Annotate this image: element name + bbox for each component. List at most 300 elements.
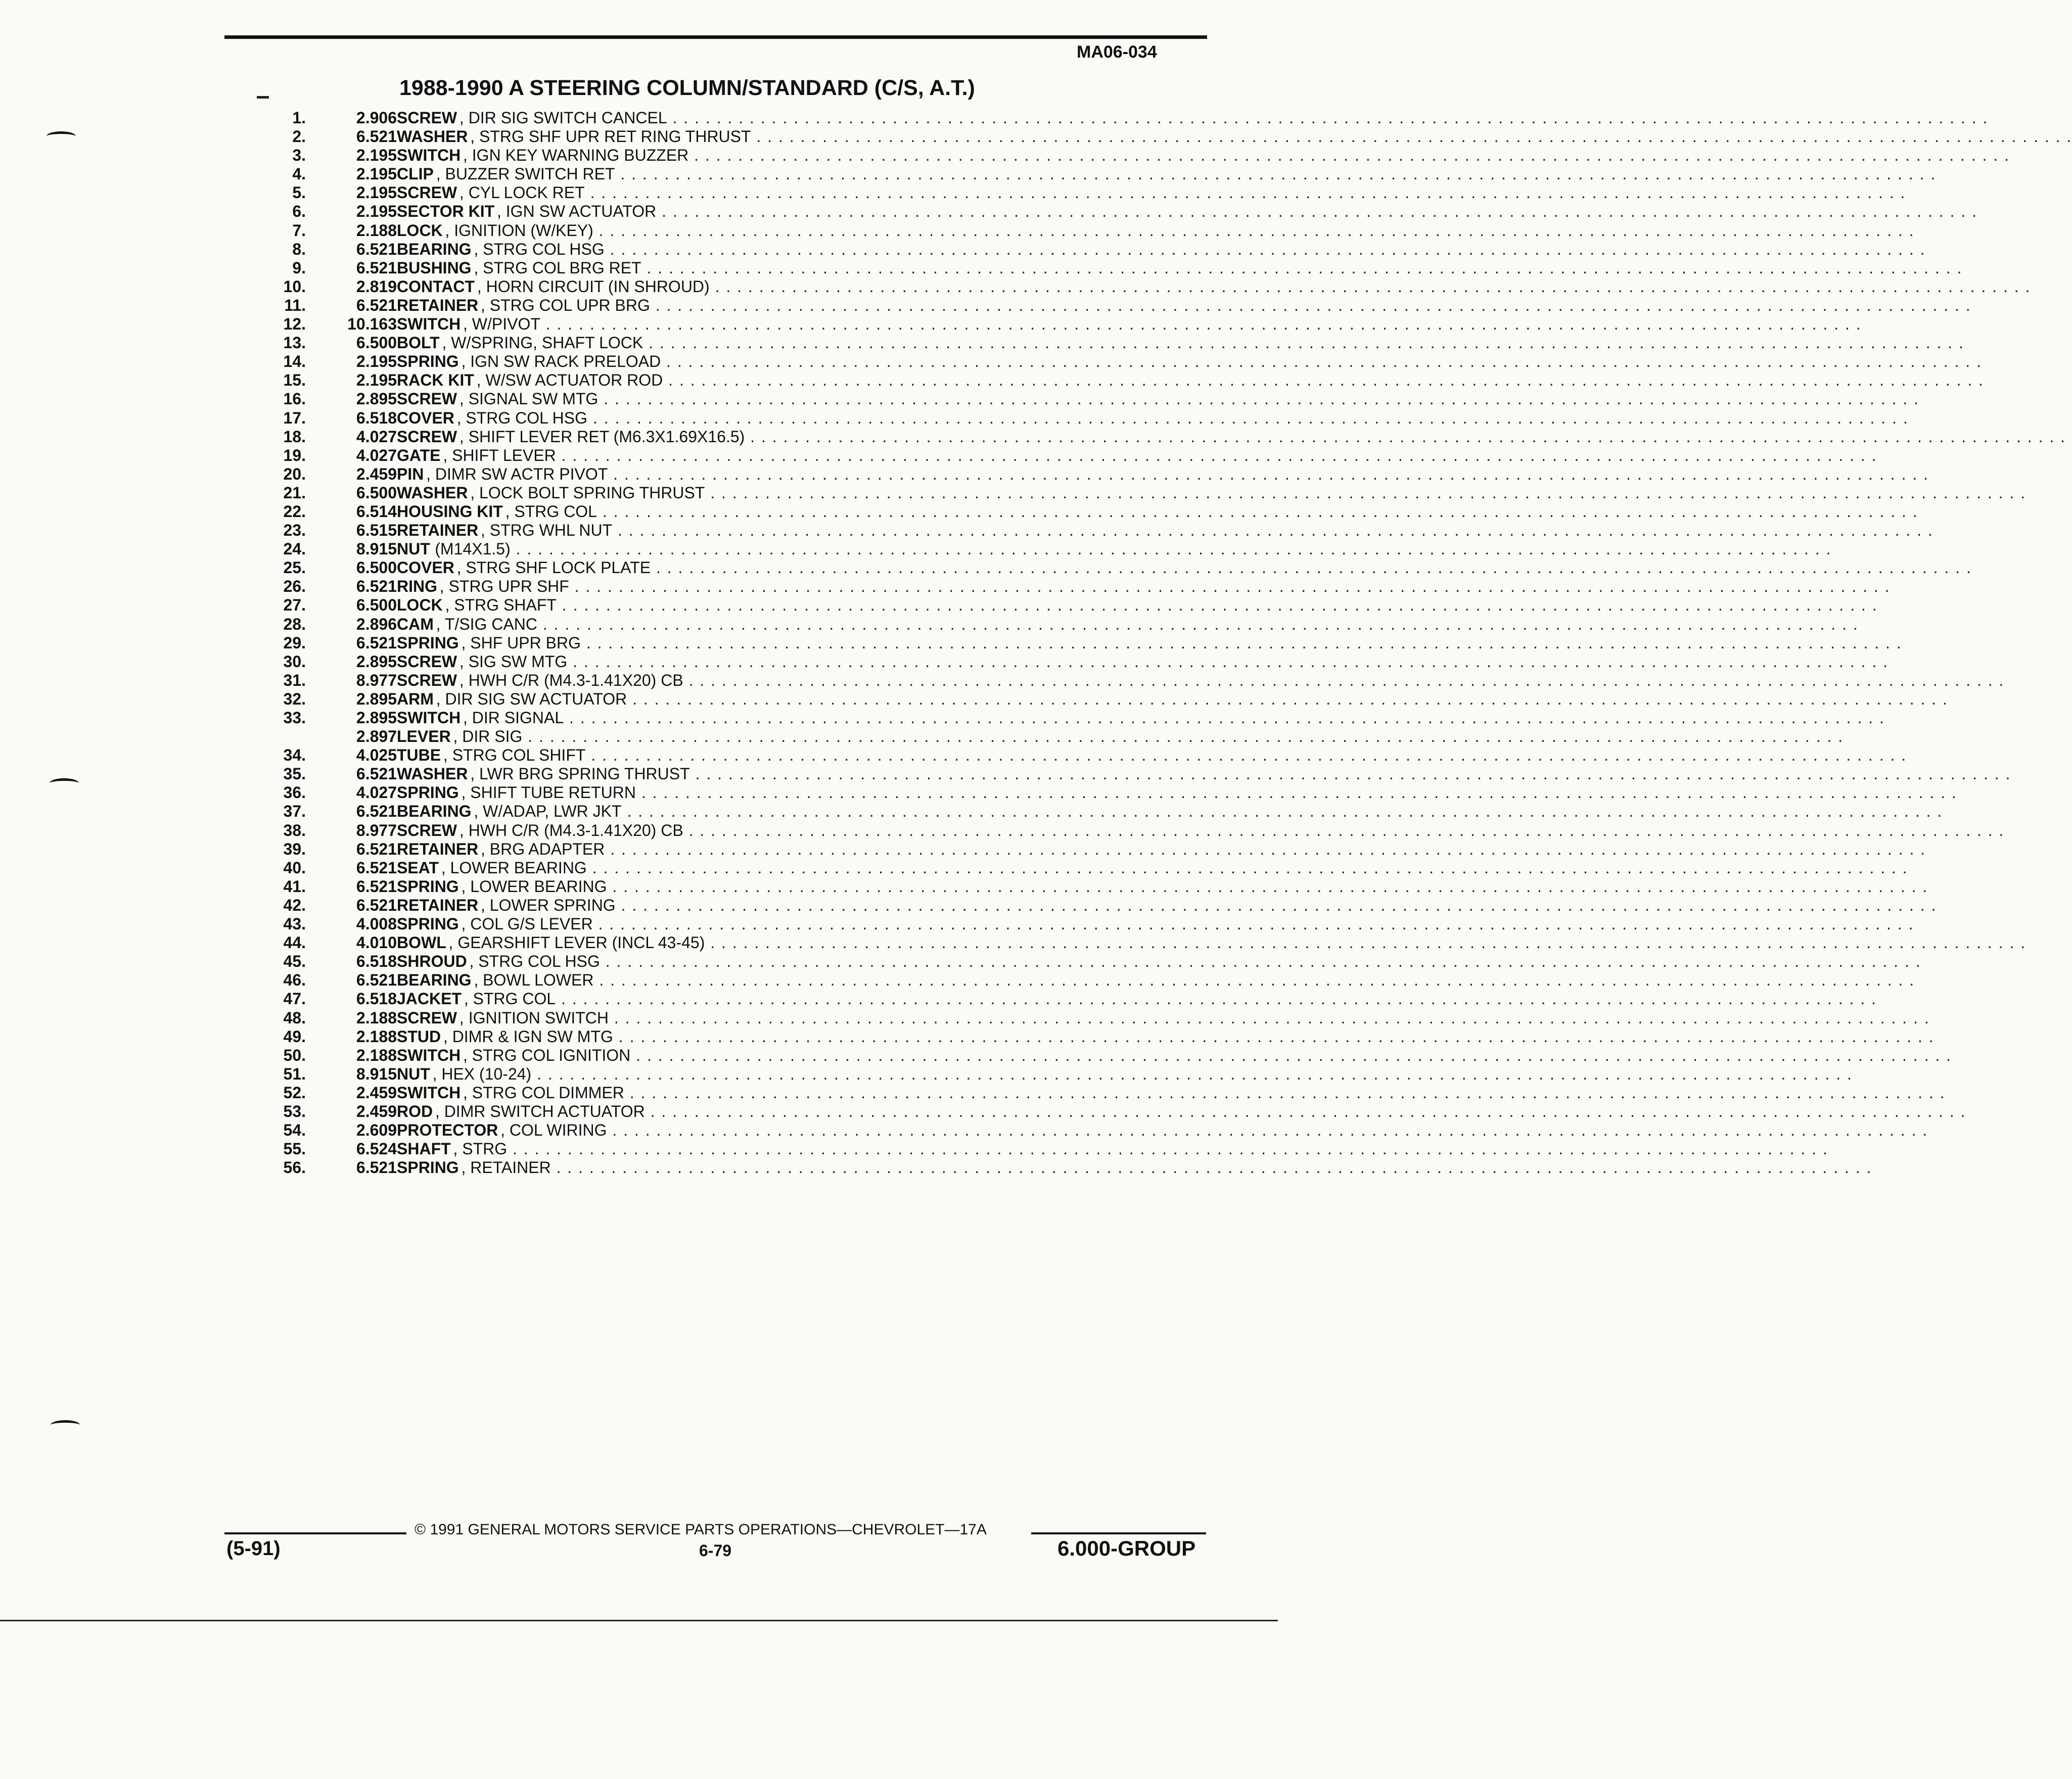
list-item <box>270 390 1920 408</box>
part-description <box>397 1064 1853 1084</box>
dot-leader: . . . . . . . . . . . . . . . . . . . . . . . . . . . . . . . . . . . . . . . . . . . . . . . . . . . . . . . . . . . . . . . . . . . . . . . . . . . . . . . . . . . . . . . . . . . . . . . . . . . . . . . . . . . . . . . . . . . . . . . . <box>641 258 1963 277</box>
dot-leader: . . . . . . . . . . . . . . . . . . . . . . . . . . . . . . . . . . . . . . . . . . . . . . . . . . . . . . . . . . . . . . . . . . . . . . . . . . . . . . . . . . . . . . . . . . . . . . . . . . . . . . . . . . . . . . . . . . . . . . . . <box>621 802 1943 821</box>
part-name: SCREW <box>397 109 457 127</box>
part-name: RING <box>397 577 437 596</box>
part-name: SCREW <box>397 390 457 408</box>
part-name: SECTOR KIT <box>397 202 495 221</box>
part-description <box>397 390 1920 408</box>
dot-leader: . . . . . . . . . . . . . . . . . . . . . . . . . . . . . . . . . . . . . . . . . . . . . . . . . . . . . . . . . . . . . . . . . . . . . . . . . . . . . . . . . . . . . . . . . . . . . . . . . . . . . . . . . . . . . . . . . . . . . . . . <box>607 877 1928 896</box>
item-number: 22. <box>283 502 306 521</box>
part-detail: , LOWER SPRING <box>480 896 616 914</box>
part-description <box>397 315 1862 334</box>
part-name: SWITCH <box>397 709 461 727</box>
list-item <box>270 408 1909 428</box>
item-number: 38. <box>283 821 306 839</box>
list-item <box>270 296 1971 315</box>
group-number: 6.500 <box>356 558 397 577</box>
part-description <box>397 371 1985 390</box>
document-id: MA06-034 <box>1077 42 1157 62</box>
part-detail: , STRG COL SHIFT <box>443 746 586 765</box>
list-item <box>270 1121 1928 1140</box>
list-item <box>270 109 1989 127</box>
item-number: 7. <box>292 221 306 240</box>
part-name: ARM <box>397 689 434 708</box>
dot-leader: . . . . . . . . . . . . . . . . . . . . . . . . . . . . . . . . . . . . . . . . . . . . . . . . . . . . . . . . . . . . . . . . . . . . . . . . . . . . . . . . . . . . . . . . . . . . . . . . . . . . . . . . . . . . . . . . . . . . . . . . <box>586 858 1908 877</box>
part-detail: , W/SPRING, SHAFT LOCK <box>442 334 643 352</box>
item-number: 53. <box>283 1102 306 1120</box>
dot-leader: . . . . . . . . . . . . . . . . . . . . . . . . . . . . . . . . . . . . . . . . . . . . . . . . . . . . . . . . . . . . . . . . . . . . . . . . . . . . . . . . . . . . . . . . . . . . . . . . . . . . . . . . . . . . . . . . . . . . . . . . <box>683 671 2005 689</box>
group-number: 4.027 <box>356 446 397 464</box>
part-description <box>397 821 2005 840</box>
list-item <box>270 1102 1966 1121</box>
part-detail: , LWR BRG SPRING THRUST <box>470 765 690 783</box>
part-name: SEAT <box>397 858 439 877</box>
list-item <box>270 1027 1935 1046</box>
dot-leader: . . . . . . . . . . . . . . . . . . . . . . . . . . . . . . . . . . . . . . . . . . . . . . . . . . . . . . . . . . . . . . . . . . . . . . . . . . . . . . . . . . . . . . . . . . . . . . . . . . . . . . . . . . . . . . . . . . . . . . . . <box>615 896 1937 914</box>
list-item <box>270 558 1972 577</box>
list-item <box>270 165 1937 183</box>
group-number: 6.521 <box>356 127 397 146</box>
group-number: 2.897 <box>356 727 397 746</box>
part-name: SCREW <box>397 821 457 839</box>
item-number: 18. <box>283 427 306 446</box>
item-number: 30. <box>283 652 306 671</box>
part-name: PROTECTOR <box>397 1121 498 1140</box>
group-number: 6.521 <box>356 877 397 896</box>
part-name: SWITCH <box>397 146 461 165</box>
part-detail: , STRG COL BRG RET <box>474 258 641 277</box>
part-detail: , DIR SIG SWITCH CANCEL <box>459 109 667 127</box>
part-description <box>397 446 1877 465</box>
part-detail: , STRG COL HSG <box>474 240 605 258</box>
punch-hole-mark <box>50 778 79 788</box>
part-name: SHAFT <box>397 1140 451 1158</box>
group-number: 2.188 <box>356 1046 397 1064</box>
dot-leader: . . . . . . . . . . . . . . . . . . . . . . . . . . . . . . . . . . . . . . . . . . . . . . . . . . . . . . . . . . . . . . . . . . . . . . . . . . . . . . . . . . . . . . . . . . . . . . . . . . . . . . . . . . . . . . . . . . . . . . . . <box>636 783 1957 802</box>
part-description <box>397 709 1885 727</box>
group-number: 6.514 <box>356 502 397 521</box>
list-item <box>270 502 1918 521</box>
group-number: 2.195 <box>356 371 397 390</box>
group-number: 4.025 <box>356 746 397 765</box>
dot-leader: . . . . . . . . . . . . . . . . . . . . . . . . . . . . . . . . . . . . . . . . . . . . . . . . . . . . . . . . . . . . . . . . . . . . . . . . . . . . . . . . . . . . . . . . . . . . . . . . . . . . . . . . . . . . . . . . . . . . . . . . <box>598 390 1920 408</box>
part-description <box>397 765 2011 783</box>
dot-leader: . . . . . . . . . . . . . . . . . . . . . . . . . . . . . . . . . . . . . . . . . . . . . . . . . . . . . . . . . . . . . . . . . . . . . . . . . . . . . . . . . . . . . . . . . . . . . . . . . . . . . . . . . . . . . . . . . . . . . . . . <box>540 315 1862 334</box>
list-item <box>270 127 2072 146</box>
header-rule <box>224 35 1207 39</box>
list-item <box>270 971 1915 990</box>
group-number: 2.819 <box>356 277 397 296</box>
part-description <box>397 240 1926 259</box>
group-number: 2.195 <box>356 146 397 165</box>
part-description <box>397 408 1909 428</box>
part-detail: , SHIFT TUBE RETURN <box>461 783 636 802</box>
copyright-notice: © 1991 GENERAL MOTORS SERVICE PARTS OPERATIONS—CHEVROLET—17A <box>415 1521 987 1538</box>
part-detail: , HWH C/R (M4.3-1.41X20) CB <box>459 821 683 839</box>
part-detail: , STRG COL DIMMER <box>463 1083 624 1102</box>
dot-leader: . . . . . . . . . . . . . . . . . . . . . . . . . . . . . . . . . . . . . . . . . . . . . . . . . . . . . . . . . . . . . . . . . . . . . . . . . . . . . . . . . . . . . . . . . . . . . . . . . . . . . . . . . . . . . . . . . . . . . . . . <box>689 765 2011 783</box>
part-name: BEARING <box>397 240 472 258</box>
list-item <box>270 802 1943 821</box>
part-description <box>397 746 1907 765</box>
list-item <box>270 652 1889 671</box>
part-detail: , STRG SHAFT <box>445 596 557 615</box>
part-description <box>397 183 1906 202</box>
dot-leader: . . . . . . . . . . . . . . . . . . . . . . . . . . . . . . . . . . . . . . . . . . . . . . . . . . . . . . . . . . . . . . . . . . . . . . . . . . . . . . . . . . . . . . . . . . . . . . . . . . . . . . . . . . . . . . . . . . . . . . . . <box>651 558 1972 577</box>
part-name: RETAINER <box>397 521 479 540</box>
punch-hole-mark <box>47 131 76 141</box>
part-description <box>397 1083 1946 1102</box>
group-number: 2.459 <box>356 1083 397 1102</box>
item-number: 47. <box>283 990 306 1008</box>
part-detail: , HORN CIRCUIT (IN SHROUD) <box>477 277 710 296</box>
part-name: TUBE <box>397 746 441 765</box>
page-bottom-rule <box>0 1620 1278 1621</box>
dot-leader: . . . . . . . . . . . . . . . . . . . . . . . . . . . . . . . . . . . . . . . . . . . . . . . . . . . . . . . . . . . . . . . . . . . . . . . . . . . . . . . . . . . . . . . . . . . . . . . . . . . . . . . . . . . . . . . . . . . . . . . . <box>569 577 1891 596</box>
part-name: RETAINER <box>397 839 479 858</box>
dot-leader: . . . . . . . . . . . . . . . . . . . . . . . . . . . . . . . . . . . . . . . . . . . . . . . . . . . . . . . . . . . . . . . . . . . . . . . . . . . . . . . . . . . . . . . . . . . . . . . . . . . . . . . . . . . . . . . . . . . . . . . . <box>607 1121 1928 1140</box>
part-detail: , CYL LOCK RET <box>459 183 585 202</box>
part-name: BEARING <box>397 971 472 990</box>
list-item <box>270 352 1982 371</box>
group-number: 4.008 <box>356 915 397 933</box>
group-code: 6.000-GROUP <box>1057 1536 1196 1560</box>
part-name: ROD <box>397 1102 433 1120</box>
part-detail: , STRG COL <box>505 502 597 521</box>
dot-leader: . . . . . . . . . . . . . . . . . . . . . . . . . . . . . . . . . . . . . . . . . . . . . . . . . . . . . . . . . . . . . . . . . . . . . . . . . . . . . . . . . . . . . . . . . . . . . . . . . . . . . . . . . . . . . . . . . . . . . . . . <box>644 1102 1966 1120</box>
list-item <box>270 783 1957 802</box>
group-number: 6.521 <box>356 971 397 990</box>
item-number: 33. <box>283 709 306 727</box>
item-number: 4. <box>292 165 306 183</box>
part-detail: , STRG COL HSG <box>469 952 600 971</box>
group-number: 8.977 <box>356 671 397 689</box>
page-number: 6-79 <box>699 1541 732 1560</box>
group-number: 8.915 <box>356 1064 397 1083</box>
part-detail: , STRG COL UPR BRG <box>480 296 650 314</box>
part-description <box>397 221 1915 240</box>
part-description <box>397 596 1878 615</box>
item-number: 41. <box>283 877 306 896</box>
part-name: BEARING <box>397 802 472 821</box>
part-name: SCREW <box>397 652 457 671</box>
group-number: 2.195 <box>356 183 397 202</box>
dot-leader: . . . . . . . . . . . . . . . . . . . . . . . . . . . . . . . . . . . . . . . . . . . . . . . . . . . . . . . . . . . . . . . . . . . . . . . . . . . . . . . . . . . . . . . . . . . . . . . . . . . . . . . . . . . . . . . . . . . . . . . . <box>609 1008 1930 1027</box>
item-number: 21. <box>283 483 306 502</box>
part-detail: , STRG COL HSG <box>456 408 587 427</box>
part-detail: , T/SIG CANC <box>436 615 537 633</box>
dot-leader: . . . . . . . . . . . . . . . . . . . . . . . . . . . . . . . . . . . . . . . . . . . . . . . . . . . . . . . . . . . . . . . . . . . . . . . . . . . . . . . . . . . . . . . . . . . . . . . . . . . . . . . . . . . . . . . . . . . . . . . . <box>580 633 1902 652</box>
list-item <box>270 765 2011 783</box>
group-number: 6.521 <box>356 240 397 258</box>
part-description <box>397 689 1948 709</box>
part-name: WASHER <box>397 483 468 502</box>
part-detail: , IGNITION (W/KEY) <box>445 221 593 240</box>
part-description <box>397 202 1978 221</box>
list-item <box>270 1083 1946 1102</box>
part-name: SWITCH <box>397 1083 461 1102</box>
part-detail: , RETAINER <box>461 1158 551 1177</box>
group-number: 4.010 <box>356 933 397 952</box>
part-detail: , STRG SHF UPR RET RING THRUST <box>470 127 751 146</box>
item-number: 35. <box>283 765 306 783</box>
group-number: 2.895 <box>356 709 397 727</box>
dot-leader: . . . . . . . . . . . . . . . . . . . . . . . . . . . . . . . . . . . . . . . . . . . . . . . . . . . . . . . . . . . . . . . . . . . . . . . . . . . . . . . . . . . . . . . . . . . . . . . . . . . . . . . . . . . . . . . . . . . . . . . . <box>587 408 1909 427</box>
part-detail: , HWH C/R (M4.3-1.41X20) CB <box>459 671 683 689</box>
item-number: 39. <box>283 839 306 858</box>
part-detail: , IGN KEY WARNING BUZZER <box>463 146 689 165</box>
item-number: 50. <box>283 1046 306 1064</box>
group-number: 6.518 <box>356 952 397 971</box>
revision-date: (5-91) <box>226 1537 281 1560</box>
part-detail: , LOWER BEARING <box>441 858 587 877</box>
part-detail: , SIGNAL SW MTG <box>459 390 598 408</box>
list-item <box>270 315 1862 334</box>
dot-leader: . . . . . . . . . . . . . . . . . . . . . . . . . . . . . . . . . . . . . . . . . . . . . . . . . . . . . . . . . . . . . . . . . . . . . . . . . . . . . . . . . . . . . . . . . . . . . . . . . . . . . . . . . . . . . . . . . . . . . . . . <box>627 689 1948 708</box>
item-number: 9. <box>292 258 306 277</box>
part-name: SPRING <box>397 783 459 802</box>
dot-leader: . . . . . . . . . . . . . . . . . . . . . . . . . . . . . . . . . . . . . . . . . . . . . . . . . . . . . . . . . . . . . . . . . . . . . . . . . . . . . . . . . . . . . . . . . . . . . . . . . . . . . . . . . . . . . . . . . . . . . . . . <box>556 990 1877 1008</box>
group-number: 2.895 <box>356 652 397 671</box>
part-detail: , STRG COL IGNITION <box>463 1046 631 1064</box>
part-name: STUD <box>397 1027 441 1046</box>
part-description <box>397 146 2010 165</box>
part-name: WASHER <box>397 127 468 146</box>
list-item <box>270 258 1963 277</box>
dot-leader: . . . . . . . . . . . . . . . . . . . . . . . . . . . . . . . . . . . . . . . . . . . . . . . . . . . . . . . . . . . . . . . . . . . . . . . . . . . . . . . . . . . . . . . . . . . . . . . . . . . . . . . . . . . . . . . . . . . . . . . . <box>556 596 1878 615</box>
item-number: 52. <box>283 1083 306 1102</box>
footer-rule-left <box>224 1532 406 1534</box>
part-detail: , STRG UPR SHF <box>439 577 569 596</box>
list-item <box>270 1064 1853 1084</box>
group-number: 6.521 <box>356 258 397 277</box>
part-detail: , IGNITION SWITCH <box>459 1008 609 1027</box>
part-detail: , SIG SW MTG <box>459 652 568 671</box>
group-number: 6.500 <box>356 596 397 615</box>
item-number: 20. <box>283 464 306 483</box>
group-number: 6.521 <box>356 577 397 596</box>
list-item <box>270 727 1844 746</box>
group-number: 6.521 <box>356 858 397 877</box>
part-name: NUT <box>397 1064 430 1083</box>
item-number: 5. <box>292 183 306 202</box>
list-item <box>270 540 1832 558</box>
list-item <box>270 464 1929 484</box>
item-number: 55. <box>283 1140 306 1158</box>
group-number: 6.521 <box>356 802 397 821</box>
part-name: BUSHING <box>397 258 472 277</box>
part-description <box>397 1008 1930 1027</box>
part-name: WASHER <box>397 765 468 783</box>
list-item <box>270 371 1985 390</box>
dot-leader: . . . . . . . . . . . . . . . . . . . . . . . . . . . . . . . . . . . . . . . . . . . . . . . . . . . . . . . . . . . . . . . . . . . . . . . . . . . . . . . . . . . . . . . . . . . . . . . . . . . . . . . . . . . . . . . . . . . . . . . . <box>624 1083 1946 1102</box>
part-description <box>397 109 1989 127</box>
item-number: 1. <box>292 109 306 127</box>
part-name: RETAINER <box>397 896 479 914</box>
part-detail: , SHF UPR BRG <box>461 633 581 652</box>
part-name: SPRING <box>397 633 459 652</box>
part-description <box>397 483 2027 502</box>
group-number: 2.188 <box>356 1008 397 1027</box>
list-item <box>270 896 1937 915</box>
part-detail: , DIMR & IGN SW MTG <box>443 1027 613 1046</box>
item-number: 13. <box>283 334 306 352</box>
part-name: CLIP <box>397 165 434 183</box>
dot-leader: . . . . . . . . . . . . . . . . . . . . . . . . . . . . . . . . . . . . . . . . . . . . . . . . . . . . . . . . . . . . . . . . . . . . . . . . . . . . . . . . . . . . . . . . . . . . . . . . . . . . . . . . . . . . . . . . . . . . . . . . <box>705 483 2027 502</box>
group-number: 2.195 <box>356 202 397 221</box>
item-number: 42. <box>283 896 306 914</box>
dot-leader: . . . . . . . . . . . . . . . . . . . . . . . . . . . . . . . . . . . . . . . . . . . . . . . . . . . . . . . . . . . . . . . . . . . . . . . . . . . . . . . . . . . . . . . . . . . . . . . . . . . . . . . . . . . . . . . . . . . . . . . . <box>604 240 1926 258</box>
part-detail: , SHIFT LEVER RET (M6.3X1.69X16.5) <box>459 427 745 446</box>
list-item <box>270 221 1915 240</box>
item-number: 2. <box>292 127 306 146</box>
part-description <box>397 615 1859 634</box>
part-detail: , COL WIRING <box>500 1121 607 1140</box>
item-number: 27. <box>283 596 306 615</box>
group-number: 2.896 <box>356 615 397 633</box>
item-number: 8. <box>292 240 306 258</box>
list-item <box>270 521 1933 540</box>
item-number: 23. <box>283 521 306 540</box>
part-description <box>397 165 1937 183</box>
part-name: SPRING <box>397 352 459 371</box>
dot-leader: . . . . . . . . . . . . . . . . . . . . . . . . . . . . . . . . . . . . . . . . . . . . . . . . . . . . . . . . . . . . . . . . . . . . . . . . . . . . . . . . . . . . . . . . . . . . . . . . . . . . . . . . . . . . . . . . . . . . . . . . <box>567 652 1889 671</box>
part-name: SWITCH <box>397 315 461 334</box>
list-item <box>270 915 1914 933</box>
part-description <box>397 858 1908 877</box>
group-number: 2.459 <box>356 464 397 483</box>
dot-leader: . . . . . . . . . . . . . . . . . . . . . . . . . . . . . . . . . . . . . . . . . . . . . . . . . . . . . . . . . . . . . . . . . . . . . . . . . . . . . . . . . . . . . . . . . . . . . . . . . . . . . . . . . . . . . . . . . . . . . . . . <box>745 427 2066 446</box>
part-detail: , DIR SIG <box>453 727 523 746</box>
dot-leader: . . . . . . . . . . . . . . . . . . . . . . . . . . . . . . . . . . . . . . . . . . . . . . . . . . . . . . . . . . . . . . . . . . . . . . . . . . . . . . . . . . . . . . . . . . . . . . . . . . . . . . . . . . . . . . . . . . . . . . . . <box>612 521 1933 540</box>
item-number: 12. <box>283 315 306 334</box>
part-detail: , IGN SW ACTUATOR <box>497 202 657 221</box>
list-item <box>270 1046 1952 1065</box>
part-name: LEVER <box>397 727 451 746</box>
group-number: 6.518 <box>356 408 397 427</box>
group-number: 2.895 <box>356 689 397 708</box>
part-description <box>397 952 1921 971</box>
group-number: 8.977 <box>356 821 397 839</box>
item-number: 28. <box>283 615 306 633</box>
item-number: 54. <box>283 1121 306 1140</box>
list-item <box>270 933 2027 952</box>
part-description <box>397 783 1957 802</box>
part-detail: (M14X1.5) <box>435 540 511 558</box>
dot-leader: . . . . . . . . . . . . . . . . . . . . . . . . . . . . . . . . . . . . . . . . . . . . . . . . . . . . . . . . . . . . . . . . . . . . . . . . . . . . . . . . . . . . . . . . . . . . . . . . . . . . . . . . . . . . . . . . . . . . . . . . <box>667 109 1989 127</box>
dot-leader: . . . . . . . . . . . . . . . . . . . . . . . . . . . . . . . . . . . . . . . . . . . . . . . . . . . . . . . . . . . . . . . . . . . . . . . . . . . . . . . . . . . . . . . . . . . . . . . . . . . . . . . . . . . . . . . . . . . . . . . . <box>688 146 2010 165</box>
item-number: 34. <box>283 746 306 765</box>
part-description <box>397 727 1844 746</box>
list-item <box>270 821 2005 840</box>
part-description <box>397 277 2031 296</box>
part-detail: , STRG <box>453 1140 508 1158</box>
parts-list <box>270 109 2072 1177</box>
part-description <box>397 1140 1828 1158</box>
dot-leader: . . . . . . . . . . . . . . . . . . . . . . . . . . . . . . . . . . . . . . . . . . . . . . . . . . . . . . . . . . . . . . . . . . . . . . . . . . . . . . . . . . . . . . . . . . . . . . . . . . . . . . . . . . . . . . . . . . . . . . . . <box>593 971 1915 990</box>
item-number: 15. <box>283 371 306 390</box>
dot-leader: . . . . . . . . . . . . . . . . . . . . . . . . . . . . . . . . . . . . . . . . . . . . . . . . . . . . . . . . . . . . . . . . . . . . . . . . . . . . . . . . . . . . . . . . . . . . . . . . . . . . . . . . . . . . . . . . . . . . . . . . <box>608 464 1929 483</box>
part-detail: , DIMR SW ACTR PIVOT <box>426 464 608 483</box>
dot-leader: . . . . . . . . . . . . . . . . . . . . . . . . . . . . . . . . . . . . . . . . . . . . . . . . . . . . . . . . . . . . . . . . . . . . . . . . . . . . . . . . . . . . . . . . . . . . . . . . . . . . . . . . . . . . . . . . . . . . . . . . <box>751 127 2072 146</box>
part-name: JACKET <box>397 990 462 1008</box>
part-name: SHROUD <box>397 952 467 971</box>
part-description <box>397 296 1971 315</box>
item-number: 14. <box>283 352 306 371</box>
part-description <box>397 577 1891 596</box>
dot-leader: . . . . . . . . . . . . . . . . . . . . . . . . . . . . . . . . . . . . . . . . . . . . . . . . . . . . . . . . . . . . . . . . . . . . . . . . . . . . . . . . . . . . . . . . . . . . . . . . . . . . . . . . . . . . . . . . . . . . . . . . <box>615 165 1937 183</box>
list-item <box>270 1140 1828 1158</box>
item-number: 6. <box>292 202 306 221</box>
group-number: 10.163 <box>347 315 397 334</box>
list-item <box>270 877 1928 896</box>
part-name: SPRING <box>397 1158 459 1177</box>
dot-leader: . . . . . . . . . . . . . . . . . . . . . . . . . . . . . . . . . . . . . . . . . . . . . . . . . . . . . . . . . . . . . . . . . . . . . . . . . . . . . . . . . . . . . . . . . . . . . . . . . . . . . . . . . . . . . . . . . . . . . . . . <box>705 933 2027 952</box>
part-description <box>397 971 1915 990</box>
item-number: 26. <box>283 577 306 596</box>
dot-leader: . . . . . . . . . . . . . . . . . . . . . . . . . . . . . . . . . . . . . . . . . . . . . . . . . . . . . . . . . . . . . . . . . . . . . . . . . . . . . . . . . . . . . . . . . . . . . . . . . . . . . . . . . . . . . . . . . . . . . . . . <box>613 1027 1935 1046</box>
item-number: 49. <box>283 1027 306 1046</box>
dot-leader: . . . . . . . . . . . . . . . . . . . . . . . . . . . . . . . . . . . . . . . . . . . . . . . . . . . . . . . . . . . . . . . . . . . . . . . . . . . . . . . . . . . . . . . . . . . . . . . . . . . . . . . . . . . . . . . . . . . . . . . . <box>531 1064 1853 1083</box>
list-item <box>270 596 1878 615</box>
part-name: LOCK <box>397 596 443 615</box>
group-number: 4.027 <box>356 427 397 446</box>
group-number: 6.518 <box>356 990 397 1008</box>
group-number: 6.521 <box>356 633 397 652</box>
group-number: 6.500 <box>356 334 397 352</box>
part-detail: , W/ADAP, LWR JKT <box>474 802 622 821</box>
list-item <box>270 577 1891 596</box>
part-detail: , COL G/S LEVER <box>461 915 593 933</box>
group-number: 6.521 <box>356 1158 397 1177</box>
part-name: COVER <box>397 408 454 427</box>
part-description <box>397 990 1877 1008</box>
list-item <box>270 839 1926 859</box>
part-description <box>397 933 2027 952</box>
part-description <box>397 540 1832 558</box>
part-name: RETAINER <box>397 296 479 314</box>
dot-leader: . . . . . . . . . . . . . . . . . . . . . . . . . . . . . . . . . . . . . . . . . . . . . . . . . . . . . . . . . . . . . . . . . . . . . . . . . . . . . . . . . . . . . . . . . . . . . . . . . . . . . . . . . . . . . . . . . . . . . . . . <box>600 952 1921 971</box>
group-number: 2.906 <box>356 109 397 127</box>
list-item <box>270 990 1877 1008</box>
part-detail: , LOWER BEARING <box>461 877 607 896</box>
list-item <box>270 277 2031 296</box>
dot-leader: . . . . . . . . . . . . . . . . . . . . . . . . . . . . . . . . . . . . . . . . . . . . . . . . . . . . . . . . . . . . . . . . . . . . . . . . . . . . . . . . . . . . . . . . . . . . . . . . . . . . . . . . . . . . . . . . . . . . . . . . <box>585 746 1907 765</box>
dot-leader: . . . . . . . . . . . . . . . . . . . . . . . . . . . . . . . . . . . . . . . . . . . . . . . . . . . . . . . . . . . . . . . . . . . . . . . . . . . . . . . . . . . . . . . . . . . . . . . . . . . . . . . . . . . . . . . . . . . . . . . . <box>510 540 1832 558</box>
group-number: 2.895 <box>356 390 397 408</box>
part-detail: , DIR SIG SW ACTUATOR <box>436 689 627 708</box>
part-description <box>397 502 1918 521</box>
item-number: 24. <box>283 540 306 558</box>
group-number: 6.515 <box>356 521 397 540</box>
part-detail: , STRG COL <box>464 990 556 1008</box>
part-detail: , W/SW ACTUATOR ROD <box>476 371 663 390</box>
list-item <box>270 240 1926 259</box>
list-item <box>270 952 1921 971</box>
item-number: 16. <box>283 390 306 408</box>
part-description <box>397 839 1926 859</box>
page-title: 1988-1990 A STEERING COLUMN/STANDARD (C/S, A.T.) <box>399 76 975 100</box>
list-item <box>270 146 2010 165</box>
group-number: 6.521 <box>356 896 397 914</box>
dot-leader: . . . . . . . . . . . . . . . . . . . . . . . . . . . . . . . . . . . . . . . . . . . . . . . . . . . . . . . . . . . . . . . . . . . . . . . . . . . . . . . . . . . . . . . . . . . . . . . . . . . . . . . . . . . . . . . . . . . . . . . . <box>537 615 1859 633</box>
item-number: 45. <box>283 952 306 971</box>
item-number: 17. <box>283 408 306 427</box>
part-name: COVER <box>397 558 454 577</box>
part-description <box>397 633 1902 652</box>
dot-leader: . . . . . . . . . . . . . . . . . . . . . . . . . . . . . . . . . . . . . . . . . . . . . . . . . . . . . . . . . . . . . . . . . . . . . . . . . . . . . . . . . . . . . . . . . . . . . . . . . . . . . . . . . . . . . . . . . . . . . . . . <box>596 502 1918 521</box>
part-name: HOUSING KIT <box>397 502 503 521</box>
